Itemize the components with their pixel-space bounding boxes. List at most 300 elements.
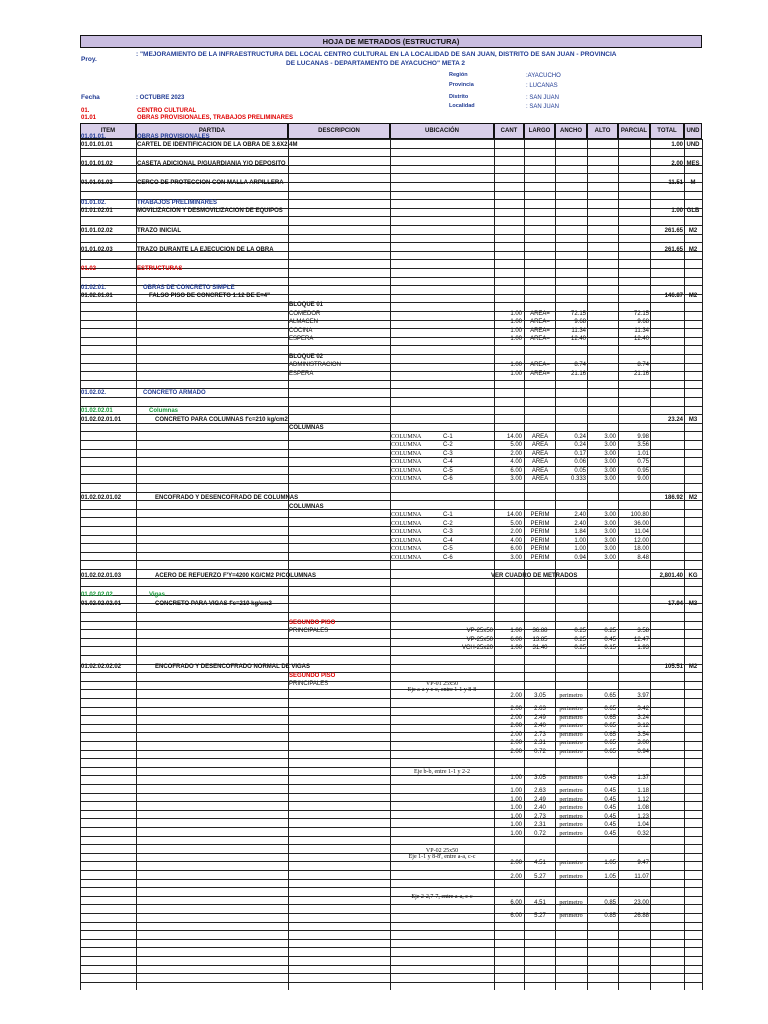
col-header-und: UND bbox=[684, 123, 702, 139]
cell-largo: 0.72 bbox=[534, 749, 546, 755]
cell-cant: 6.00 bbox=[510, 900, 522, 906]
table-row bbox=[80, 591, 702, 600]
cell-item: 01.02.02.01.03 bbox=[81, 573, 122, 579]
cell-cant: 2.00 bbox=[510, 706, 522, 712]
table-row bbox=[80, 494, 702, 503]
col-header-parcial: PARCIAL bbox=[618, 123, 650, 139]
cell-ancho: perimetro bbox=[559, 860, 583, 866]
table-row bbox=[80, 227, 702, 236]
proy-line-2: DE LUCANAS - DEPARTAMENTO DE AYACUCHO" META 2 bbox=[286, 60, 465, 67]
grid-row-line bbox=[80, 870, 702, 871]
cell-cant: 14.00 bbox=[506, 512, 522, 518]
cell-ancho: 11.34 bbox=[571, 328, 586, 334]
cell-ancho: perimetro bbox=[559, 900, 583, 906]
table-row bbox=[80, 787, 702, 796]
cell-parcial: 0.94 bbox=[637, 749, 649, 755]
cell-total: 23.24 bbox=[667, 417, 683, 423]
cell-ancho: perimetro bbox=[559, 693, 583, 699]
cell-cant: 1.00 bbox=[510, 336, 522, 342]
cell-ub2: C-3 bbox=[443, 529, 453, 535]
table-row bbox=[80, 424, 702, 433]
cell-ancho: 0.24 bbox=[574, 434, 586, 440]
cell-item: 01.01.02. bbox=[81, 200, 107, 206]
grid-row-line bbox=[80, 784, 702, 785]
cell-cant: 3.00 bbox=[510, 555, 522, 561]
cell-ancho: 72.15 bbox=[570, 311, 586, 317]
cell-parcial: 8.48 bbox=[637, 555, 649, 561]
cell-ubic: COLUMNA bbox=[391, 521, 422, 527]
cell-cant: 3.00 bbox=[510, 476, 522, 482]
cell-desc: ESPERA bbox=[289, 371, 314, 377]
table-row bbox=[80, 179, 702, 188]
cell-cant: 4.00 bbox=[510, 459, 522, 465]
cell-ub2: C-4 bbox=[443, 459, 453, 465]
cell-total: 146.87 bbox=[664, 293, 683, 299]
cell-cant: 6.00 bbox=[510, 637, 522, 643]
cell-ancho: 1.00 bbox=[574, 538, 586, 544]
table-row bbox=[80, 873, 702, 882]
col-header-ancho: ANCHO bbox=[555, 123, 587, 139]
cell-cant: 1.00 bbox=[510, 775, 522, 781]
cell-parcial: 0.95 bbox=[637, 468, 649, 474]
table-row bbox=[80, 475, 702, 484]
cell-item: 01.02.02. bbox=[81, 390, 107, 396]
cell-cant: 6.00 bbox=[510, 546, 522, 552]
cell-ancho: 0.17 bbox=[574, 451, 586, 457]
cell-parcial: 1.93 bbox=[637, 645, 649, 651]
cell-parcial: 11.07 bbox=[634, 874, 649, 880]
cell-partida: CENTRO CULTURAL bbox=[137, 108, 197, 114]
cell-total: 261.65 bbox=[664, 247, 683, 253]
cell-alto: 0.45 bbox=[604, 775, 616, 781]
grid-row-line bbox=[80, 277, 702, 278]
table-row bbox=[80, 894, 702, 908]
table-row bbox=[80, 511, 702, 520]
cell-cant: 1.00 bbox=[510, 328, 522, 334]
grid-row-line bbox=[80, 242, 702, 243]
cell-item: 01.02.02.02.02 bbox=[81, 664, 122, 670]
cell-ubm: Eje 1-1 y 8-8', entre a-a, c-c bbox=[408, 854, 476, 860]
table-row bbox=[80, 441, 702, 450]
metrados-sheet bbox=[80, 35, 702, 990]
cell-ub2: C-3 bbox=[443, 451, 453, 457]
cell-largo: 4.51 bbox=[534, 900, 546, 906]
cell-largo: 13.85 bbox=[532, 637, 548, 643]
grid-row-line bbox=[80, 191, 702, 192]
cell-cant: 1.00 bbox=[510, 788, 522, 794]
cell-alto: 0.45 bbox=[604, 788, 616, 794]
cell-parcial: 1.23 bbox=[637, 814, 649, 820]
cell-desc: COLUMNAS bbox=[289, 504, 324, 510]
cell-partida: TRABAJOS PRELIMINARES bbox=[137, 200, 218, 206]
cell-ancho: 0.24 bbox=[574, 442, 586, 448]
cell-largo: 2.63 bbox=[534, 706, 546, 712]
cell-total: 17.94 bbox=[667, 601, 683, 607]
col-header-item: ITEM bbox=[80, 123, 136, 139]
cell-largo: 2.73 bbox=[534, 732, 546, 738]
table-row bbox=[80, 821, 702, 830]
grid-row-line bbox=[80, 758, 702, 759]
cell-parcial: 9.98 bbox=[637, 434, 649, 440]
cell-ancho: perimetro bbox=[559, 814, 583, 820]
cell-alto: 0.65 bbox=[604, 740, 616, 746]
cell-desc: ALMACEN bbox=[289, 319, 319, 325]
cell-partida: CERCO DE PROTECCION CON MALLA ARPILLERA bbox=[137, 180, 284, 186]
cell-alto: 0.45 bbox=[604, 822, 616, 828]
cell-total: 261.65 bbox=[664, 228, 683, 234]
cell-desc: BLOQUE 01 bbox=[289, 302, 324, 308]
cell-largo: AREA bbox=[531, 468, 549, 474]
cell-ubic: COLUMNA bbox=[391, 476, 422, 482]
cell-cant: 14.00 bbox=[506, 434, 522, 440]
table-row bbox=[80, 292, 702, 301]
cell-alto: 3.00 bbox=[604, 555, 616, 561]
cell-parcial: 11.04 bbox=[634, 529, 649, 535]
cell-largo: AREA= bbox=[530, 362, 550, 368]
cell-ancho: 0.333 bbox=[570, 476, 586, 482]
fecha-label: Fecha bbox=[81, 94, 100, 101]
cell-total: 1.00 bbox=[671, 208, 683, 214]
cell-parcial: 72.15 bbox=[633, 311, 649, 317]
cell-cant: 2.00 bbox=[510, 715, 522, 721]
cell-alto: 0.65 bbox=[604, 723, 616, 729]
cell-ancho: perimetro bbox=[559, 740, 583, 746]
distrito-value: : SAN JUAN bbox=[526, 95, 560, 101]
cell-largo: AREA bbox=[531, 434, 549, 440]
cell-alto: 3.00 bbox=[604, 529, 616, 535]
table-row bbox=[80, 545, 702, 554]
table-row bbox=[80, 769, 702, 783]
cell-largo: 2.31 bbox=[534, 822, 546, 828]
cell-ubic: COLUMNA bbox=[391, 434, 422, 440]
cell-alto: 0.65 bbox=[604, 693, 616, 699]
cell-ancho: perimetro bbox=[559, 732, 583, 738]
cell-ancho: 0.06 bbox=[574, 459, 586, 465]
table-row bbox=[80, 663, 702, 672]
cell-cant: 2.00 bbox=[510, 451, 522, 457]
cell-item: 01.01 bbox=[81, 115, 97, 121]
distrito-label: Distrito bbox=[449, 94, 469, 100]
cell-ub2: C-1 bbox=[443, 512, 453, 518]
cell-partida: MOVILIZACION Y DESMOVILIZACION DE EQUIPOS bbox=[137, 208, 283, 214]
cell-ubic: COLUMNA bbox=[391, 555, 422, 561]
cell-largo: 2.40 bbox=[534, 723, 546, 729]
cell-cant: 4.00 bbox=[510, 538, 522, 544]
cell-parcial: 9.00 bbox=[637, 476, 649, 482]
cell-ancho: 0.25 bbox=[574, 628, 586, 634]
cell-cant: 6.00 bbox=[510, 913, 522, 919]
page-title: HOJA DE METRADOS (ESTRUCTURA) bbox=[322, 37, 460, 46]
cell-parcial: 0.32 bbox=[637, 831, 649, 837]
cell-parcial: 9.47 bbox=[637, 860, 649, 866]
cell-desc: COLUMNAS bbox=[289, 425, 324, 431]
cell-largo: 5.27 bbox=[534, 874, 546, 880]
cell-und: M2 bbox=[688, 228, 698, 234]
cell-parcial: 3.58 bbox=[637, 628, 649, 634]
cell-ancho: 2.40 bbox=[574, 512, 586, 518]
cell-alto: 3.00 bbox=[604, 538, 616, 544]
cell-und: M2 bbox=[688, 664, 698, 670]
cell-largo: PERIM bbox=[530, 512, 550, 518]
cell-largo: PERIM bbox=[530, 555, 550, 561]
cell-largo: 36.88 bbox=[532, 628, 548, 634]
col-header-descripcion: DESCRIPCION bbox=[288, 123, 390, 139]
provincia-value: : LUCANAS bbox=[526, 83, 558, 89]
cell-largo: PERIM bbox=[530, 546, 550, 552]
cell-largo: PERIM bbox=[530, 521, 550, 527]
cell-desc: ESPERA bbox=[289, 336, 314, 342]
grid-row-line bbox=[80, 982, 702, 983]
cell-ancho: perimetro bbox=[559, 797, 583, 803]
cell-parcial: 3.42 bbox=[637, 706, 649, 712]
cell-largo: AREA bbox=[531, 459, 549, 465]
cell-cant: 1.00 bbox=[510, 814, 522, 820]
table-row bbox=[80, 361, 702, 370]
cell-ancho: 12.40 bbox=[570, 336, 586, 342]
table-row bbox=[80, 687, 702, 701]
cell-ancho: 0.05 bbox=[574, 468, 586, 474]
cell-parcial: 3.97 bbox=[637, 693, 649, 699]
cell-item: 01.01.01.03 bbox=[81, 180, 113, 186]
cell-desc: PRINCIPALES bbox=[289, 681, 329, 687]
cell-largo: 3.05 bbox=[534, 775, 546, 781]
grid-row-line bbox=[80, 612, 702, 613]
cell-alto: 0.15 bbox=[604, 645, 616, 651]
cell-total: 105.51 bbox=[664, 664, 683, 670]
cell-und: M2 bbox=[688, 293, 698, 299]
cell-alto: 3.00 bbox=[604, 442, 616, 448]
cell-largo: PERIM bbox=[530, 538, 550, 544]
cell-item: 01.01.01.02 bbox=[81, 161, 113, 167]
cell-alto: 3.00 bbox=[604, 468, 616, 474]
grid-row-line bbox=[80, 216, 702, 217]
cell-cant: 2.00 bbox=[510, 529, 522, 535]
cell-cant: 1.00 bbox=[510, 822, 522, 828]
cell-partida: Vigas bbox=[149, 592, 165, 598]
cell-parcial: 1.01 bbox=[637, 451, 649, 457]
cell-ubic: COLUMNA bbox=[391, 538, 422, 544]
cell-ub2: C-2 bbox=[443, 442, 453, 448]
cell-ubic: COLUMNA bbox=[391, 442, 422, 448]
cell-largo: 4.51 bbox=[534, 860, 546, 866]
cell-item: 01.01.02.01 bbox=[81, 208, 113, 214]
cell-parcial: 18.00 bbox=[633, 546, 649, 552]
table-row bbox=[80, 627, 702, 636]
cell-ub2: VCH-25x20 bbox=[461, 645, 493, 651]
cell-partida: TRAZO DURANTE LA EJECUCION DE LA OBRA bbox=[137, 247, 274, 253]
grid-row-line bbox=[80, 965, 702, 966]
cell-parcial: 12.47 bbox=[633, 637, 649, 643]
cell-parcial: 11.34 bbox=[634, 328, 649, 334]
cell-largo: AREA bbox=[531, 442, 549, 448]
cell-partida: ESTRUCTURAS bbox=[137, 266, 183, 272]
cell-und: M2 bbox=[688, 495, 698, 501]
cell-largo: 2.49 bbox=[534, 797, 546, 803]
cell-largo: 2.73 bbox=[534, 814, 546, 820]
cell-partida: OBRAS PROVISIONALES, TRABAJOS PRELIMINARES bbox=[137, 115, 294, 121]
cell-ubic: COLUMNA bbox=[391, 529, 422, 535]
cell-largo: 2.40 bbox=[534, 805, 546, 811]
col-header-total: TOTAL bbox=[650, 123, 684, 139]
cell-ancho: 9.68 bbox=[574, 319, 586, 325]
grid-row-line bbox=[80, 569, 702, 570]
grid-row-line bbox=[80, 492, 702, 493]
table-row bbox=[80, 407, 702, 416]
cell-desc: COCINA bbox=[289, 328, 313, 334]
fecha-value: : OCTUBRE 2023 bbox=[136, 95, 185, 101]
table-row bbox=[80, 600, 702, 609]
cell-total: 2.00 bbox=[671, 161, 683, 167]
cell-item: 01.01.02.03 bbox=[81, 247, 113, 253]
cell-ub2: C-4 bbox=[443, 538, 453, 544]
cell-ancho: 1.00 bbox=[574, 546, 586, 552]
cell-item: 01.02 bbox=[81, 266, 97, 272]
cell-item: 01.02.02.02 bbox=[81, 592, 113, 598]
cell-largo: 2.49 bbox=[534, 715, 546, 721]
localidad-value: : SAN JUAN bbox=[526, 104, 560, 110]
cell-desc: SEGUNDO PISO bbox=[289, 673, 336, 679]
cell-largo: 31.40 bbox=[532, 645, 548, 651]
cell-ancho: 8.74 bbox=[574, 362, 586, 368]
cell-alto: 0.65 bbox=[604, 749, 616, 755]
cell-alto: 0.45 bbox=[604, 637, 616, 643]
cell-alto: 3.00 bbox=[604, 459, 616, 465]
cell-largo: AREA= bbox=[530, 371, 550, 377]
cell-partida: FALSO PISO DE CONCRETO 1:12 DE E=4" bbox=[149, 293, 270, 299]
cell-alto: 1.05 bbox=[604, 874, 616, 880]
cell-cant: 6.00 bbox=[510, 468, 522, 474]
table-row bbox=[80, 458, 702, 467]
cell-ancho: perimetro bbox=[559, 723, 583, 729]
table-row bbox=[80, 114, 702, 123]
cell-item: 01.02.02.01.02 bbox=[81, 495, 122, 501]
cell-largo: 3.05 bbox=[534, 693, 546, 699]
col-header-partida: PARTIDA bbox=[136, 123, 288, 139]
cell-item: 01.02.01.01 bbox=[81, 293, 113, 299]
grid-row-line bbox=[80, 345, 702, 346]
cell-alto: 3.00 bbox=[604, 434, 616, 440]
cell-alto: 0.65 bbox=[604, 706, 616, 712]
cell-ubm: Eje a-a y c-c, entre 1-1 y 8-8 bbox=[407, 687, 477, 693]
cell-und: UND bbox=[686, 142, 700, 148]
cell-cant: 2.00 bbox=[510, 723, 522, 729]
cell-alto: 0.65 bbox=[604, 732, 616, 738]
cell-ubic: VP-01 25x50 bbox=[425, 681, 459, 687]
cell-ancho: perimetro bbox=[559, 749, 583, 755]
cell-partida: CONCRETO PARA COLUMNAS f'c=210 kg/cm2 bbox=[155, 417, 288, 423]
cell-desc: SEGUNDO PISO bbox=[289, 620, 336, 626]
cell-item: 01. bbox=[81, 108, 90, 114]
cell-ubm: Eje b-b, entre 1-1 y 2-2 bbox=[414, 769, 470, 775]
cell-ub2: C-5 bbox=[443, 546, 453, 552]
cell-partida: OBRAS PROVISIONALES bbox=[137, 134, 210, 140]
cell-cant: 2.00 bbox=[510, 732, 522, 738]
cell-cant: 2.00 bbox=[510, 693, 522, 699]
cell-cant: 5.00 bbox=[510, 442, 522, 448]
table-row bbox=[80, 830, 702, 839]
grid-row-line bbox=[80, 156, 702, 157]
grid-row-line bbox=[80, 930, 702, 931]
table-row bbox=[80, 246, 702, 255]
cell-ancho: perimetro bbox=[559, 822, 583, 828]
cell-ubic: COLUMNA bbox=[391, 451, 422, 457]
cell-ubic: COLUMNA bbox=[391, 546, 422, 552]
cell-und: M2 bbox=[688, 247, 698, 253]
cell-ancho: 0.94 bbox=[574, 555, 586, 561]
table-row bbox=[80, 318, 702, 327]
table-row bbox=[80, 722, 702, 731]
table-row bbox=[80, 370, 702, 379]
cell-ubicb: VER CUADRO DE METRADOS bbox=[491, 573, 578, 579]
cell-largo: AREA bbox=[531, 451, 549, 457]
cell-ancho: 0.25 bbox=[574, 637, 586, 643]
table-row bbox=[80, 207, 702, 216]
cell-alto: 0.45 bbox=[604, 814, 616, 820]
cell-ubic: VP-02 25x50 bbox=[425, 848, 459, 854]
cell-und: GLB bbox=[686, 208, 700, 214]
cell-item: 01.02.02.01.01 bbox=[81, 417, 122, 423]
cell-ancho: perimetro bbox=[559, 874, 583, 880]
cell-cant: 1.00 bbox=[510, 319, 522, 325]
cell-parcial: 3.00 bbox=[637, 740, 649, 746]
grid-row-line bbox=[80, 655, 702, 656]
cell-und: M3 bbox=[688, 601, 698, 607]
grid-row-line bbox=[80, 380, 702, 381]
grid-row-line bbox=[80, 887, 702, 888]
cell-und: M3 bbox=[688, 417, 698, 423]
grid-row-line bbox=[80, 947, 702, 948]
grid-row-line bbox=[80, 844, 702, 845]
cell-largo: AREA= bbox=[530, 319, 550, 325]
cell-ancho: perimetro bbox=[559, 706, 583, 712]
cell-cant: 2.00 bbox=[510, 874, 522, 880]
cell-alto: 0.85 bbox=[604, 913, 616, 919]
cell-partida: OBRAS DE CONCRETO SIMPLE bbox=[143, 285, 235, 291]
cell-largo: AREA bbox=[531, 476, 549, 482]
cell-parcial: 3.54 bbox=[637, 732, 649, 738]
cell-ancho: perimetro bbox=[559, 775, 583, 781]
cell-cant: 2.00 bbox=[510, 749, 522, 755]
cell-partida: ACERO DE REFUERZO F'Y=4200 KG/CM2 P/COLUMNAS bbox=[155, 573, 316, 579]
cell-alto: 0.25 bbox=[604, 628, 616, 634]
cell-partida: CARTEL DE IDENTIFICACION DE LA OBRA DE 3.6X2.4M bbox=[137, 142, 298, 148]
cell-ub2: C-6 bbox=[443, 476, 453, 482]
cell-cant: 1.00 bbox=[510, 311, 522, 317]
cell-ubic: COLUMNA bbox=[391, 468, 422, 474]
localidad-label: Localidad bbox=[449, 103, 475, 109]
cell-partida: TRAZO INICIAL bbox=[137, 228, 181, 234]
cell-alto: 3.00 bbox=[604, 451, 616, 457]
grid-row-line bbox=[80, 973, 702, 974]
cell-largo: 5.27 bbox=[534, 913, 546, 919]
grid-row-line bbox=[80, 922, 702, 923]
cell-partida: ENCOFRADO Y DESENCOFRADO DE COLUMNAS bbox=[155, 495, 299, 501]
table-row bbox=[80, 141, 702, 150]
cell-ub2: C-5 bbox=[443, 468, 453, 474]
cell-desc: COMEDOR bbox=[289, 311, 321, 317]
grid-row-line bbox=[80, 586, 702, 587]
cell-largo: AREA= bbox=[530, 311, 550, 317]
cell-parcial: 100.80 bbox=[630, 512, 649, 518]
cell-parcial: 12.40 bbox=[633, 336, 649, 342]
cell-parcial: 1.04 bbox=[637, 822, 649, 828]
provincia-label: Provincia bbox=[449, 82, 474, 88]
cell-ancho: perimetro bbox=[559, 831, 583, 837]
table-row bbox=[80, 554, 702, 563]
cell-alto: 0.65 bbox=[604, 715, 616, 721]
grid-row-line bbox=[80, 956, 702, 957]
cell-alto: 0.45 bbox=[604, 831, 616, 837]
